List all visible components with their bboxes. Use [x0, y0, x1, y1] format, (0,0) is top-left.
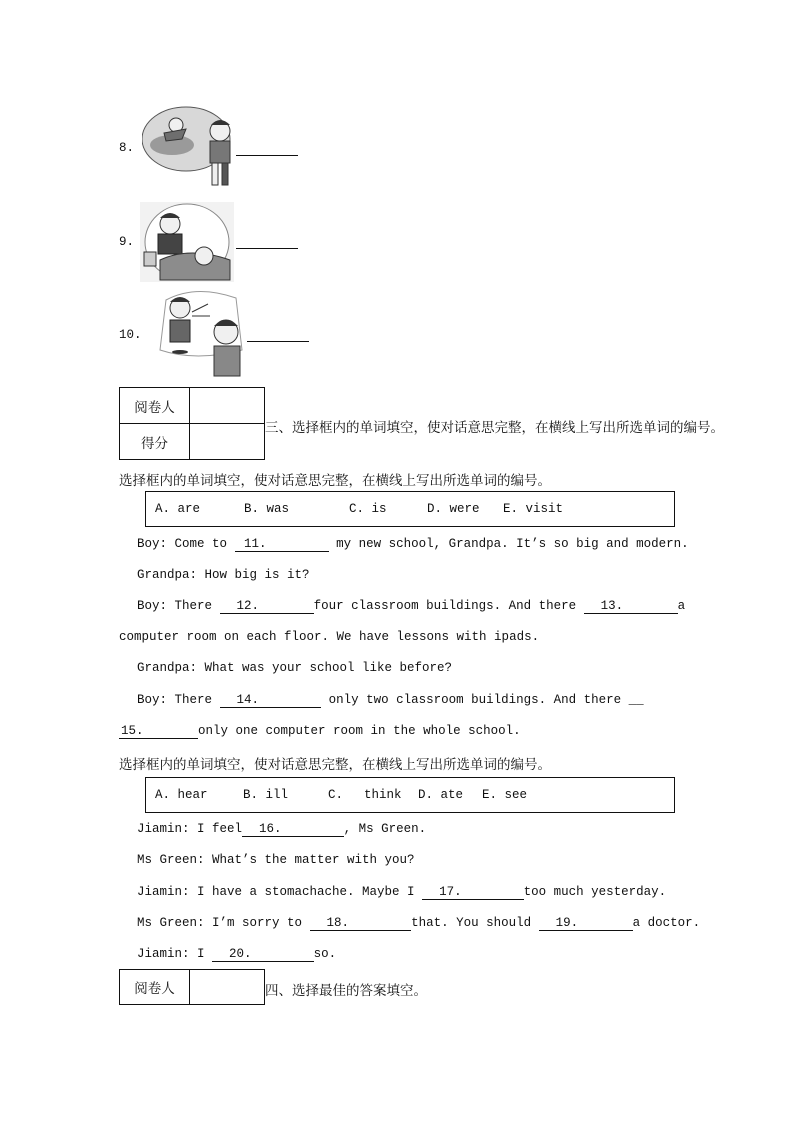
blank-number: 16. — [259, 822, 282, 836]
line-text: so. — [313, 947, 337, 961]
word-option: C. is — [349, 502, 387, 516]
line-text: Jiamin: I — [137, 947, 213, 961]
blank-number: 12. — [236, 599, 260, 613]
line-text: four classroom buildings. And there — [313, 599, 584, 613]
grader-table-2 — [119, 969, 265, 1005]
word-option: B. ill — [243, 788, 289, 802]
blank-number: 14. — [236, 693, 260, 707]
grader-score-cell[interactable] — [190, 424, 265, 460]
blank-13[interactable] — [584, 599, 678, 614]
blank-17[interactable] — [422, 885, 524, 900]
boy-sick-in-bed-picture — [140, 202, 234, 282]
line-text: my new school, Grandpa. It’s so big and modern. — [328, 537, 689, 551]
line-text: Jiamin: I have a stomachache. Maybe I — [137, 885, 423, 899]
question-9-number: 9. — [119, 235, 135, 249]
grader-reader-cell[interactable] — [190, 388, 265, 424]
grader-score-label: 得分 — [120, 424, 190, 460]
answer-blank-10[interactable] — [247, 341, 309, 342]
part1-instruction: 选择框内的单词填空，使对话意思完整，在横线上写出所选单词的编号。 — [119, 473, 551, 489]
dialogue-line — [137, 693, 644, 707]
blank-19[interactable] — [539, 916, 633, 931]
grader-table-1 — [119, 387, 265, 460]
blank-number: 11. — [244, 537, 267, 551]
blank-number: 20. — [229, 947, 252, 961]
dialogue-line: Grandpa: What was your school like before? — [137, 661, 453, 675]
dialogue-line — [137, 537, 689, 551]
line-text: , Ms Green. — [343, 822, 427, 836]
part2-instruction: 选择框内的单词填空，使对话意思完整，在横线上写出所选单词的编号。 — [119, 757, 551, 773]
section-4-title: 四、选择最佳的答案填空。 — [265, 983, 427, 999]
blank-20[interactable] — [212, 947, 314, 962]
boy-sneezing-picture — [156, 290, 246, 380]
dialogue-line — [137, 822, 426, 836]
word-bank-box-2 — [145, 777, 675, 813]
blank-number: 15. — [121, 724, 144, 738]
word-option: C. — [328, 788, 344, 802]
line-text: Boy: There — [137, 693, 220, 707]
blank-15[interactable] — [119, 724, 198, 739]
word-bank-box-1 — [145, 491, 675, 527]
blank-12[interactable] — [220, 599, 314, 614]
boy-fallen-injured-leg-picture — [142, 105, 236, 189]
line-text: only two classroom buildings. And there __ — [321, 693, 644, 707]
grader-reader-label: 阅卷人 — [120, 970, 190, 1005]
word-option: E. see — [482, 788, 528, 802]
grader-reader-label: 阅卷人 — [120, 388, 190, 424]
dialogue-line — [137, 885, 666, 899]
word-option: A. are — [155, 502, 201, 516]
line-text: a doctor. — [632, 916, 701, 930]
dialogue-line — [137, 947, 336, 961]
line-text: Ms Green: I’m sorry to — [137, 916, 310, 930]
line-text: Jiamin: I feel — [137, 822, 243, 836]
line-text: Boy: Come to — [137, 537, 235, 551]
dialogue-line: Grandpa: How big is it? — [137, 568, 310, 582]
word-option: A. hear — [155, 788, 208, 802]
blank-16[interactable] — [242, 822, 344, 837]
blank-14[interactable] — [220, 693, 322, 708]
line-text: too much yesterday. — [523, 885, 667, 899]
word-option: E. visit — [503, 502, 564, 516]
line-text: a — [677, 599, 686, 613]
word-option: D. were — [427, 502, 480, 516]
answer-blank-8[interactable] — [236, 155, 298, 156]
question-8-number: 8. — [119, 141, 135, 155]
question-10-number: 10. — [119, 328, 142, 342]
blank-number: 19. — [555, 916, 579, 930]
line-text: that. You should — [411, 916, 539, 930]
section-3-title: 三、选择框内的单词填空，使对话意思完整，在横线上写出所选单词的编号。 — [265, 420, 724, 436]
blank-18[interactable] — [310, 916, 412, 931]
line-text: only one computer room in the whole school. — [198, 724, 521, 738]
word-option: think — [364, 788, 402, 802]
line-text: Boy: There — [137, 599, 220, 613]
answer-blank-9[interactable] — [236, 248, 298, 249]
blank-11[interactable] — [235, 537, 329, 552]
dialogue-line: computer room on each floor. We have lessons with ipads. — [119, 630, 540, 644]
dialogue-line: Ms Green: What’s the matter with you? — [137, 853, 415, 867]
word-option: D. ate — [418, 788, 464, 802]
blank-number: 17. — [439, 885, 462, 899]
grader-reader-cell[interactable] — [190, 970, 265, 1005]
blank-number: 13. — [600, 599, 624, 613]
dialogue-line — [137, 916, 700, 930]
blank-number: 18. — [326, 916, 350, 930]
word-option: B. was — [244, 502, 290, 516]
dialogue-line — [137, 599, 685, 613]
dialogue-line — [119, 724, 521, 738]
